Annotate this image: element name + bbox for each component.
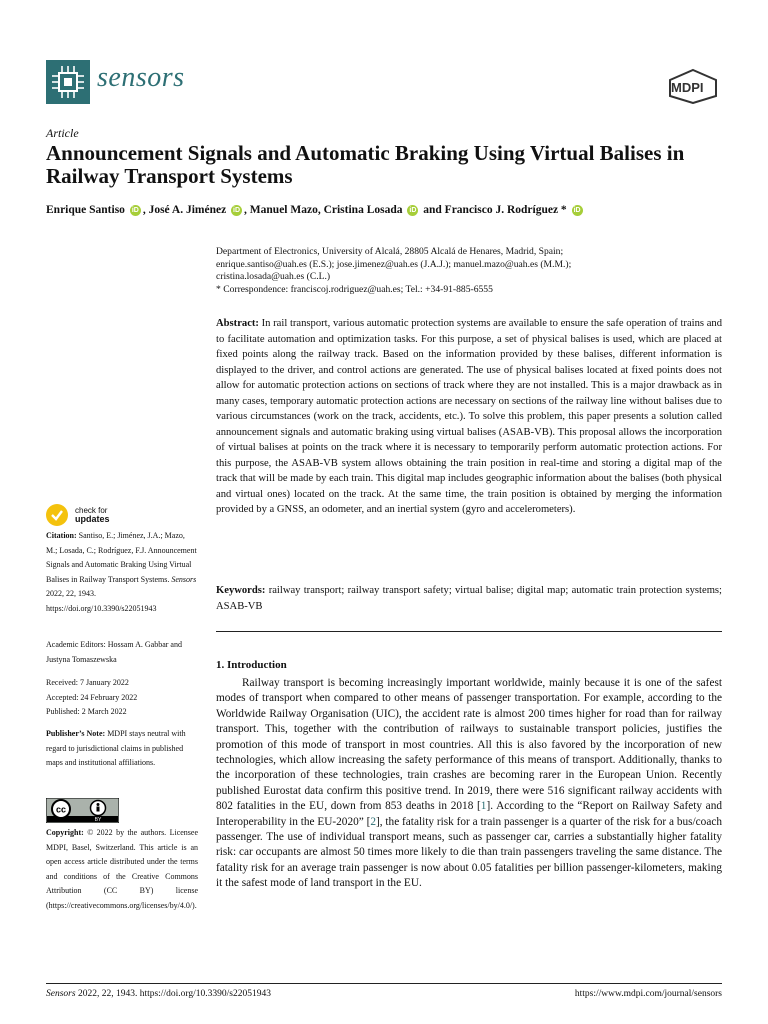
paragraph	[216, 676, 722, 892]
affiliation-emails[interactable]: enrique.santiso@uah.es (E.S.); jose.jimenez@uah.es (J.A.J.); manuel.mazo@uah.es (M.M.);	[216, 258, 572, 270]
footer-citation	[46, 989, 271, 999]
cc-text: cc	[55, 804, 67, 815]
copyright-label: Copyright:	[46, 828, 84, 837]
orcid-icon[interactable]: iD	[409, 206, 417, 214]
received-date: Received: 7 January 2022	[46, 678, 129, 687]
intro-text: Railway transport is becoming increasingly important worldwide, mainly because it is one of the safest modes of transport when compared to other means of passenger transportation. For example, according to the Worldwide Railway Organisation (UIC), the accident rate is almost 200 times higher for road than for railway transport. This, together with the contribution of railways to sustainable transport policies, justifies the promotion of this mode of transport in most countries. All this is also favored by the incorporation of new technologies, which allow increasing the safety performance of this means of transport. Additionally, thanks to the incorporation of these technologies, train crashes are becoming rarer in the European Union. Recently published Eurostat data confirm this positive trend. In 2019, there were 516 significant railway accidents with 802 fatalities in the EU, down from 853 deaths in 2018 [	[216, 677, 722, 813]
orcid-icon[interactable]: iD	[131, 206, 139, 214]
check-for-updates-button[interactable]	[46, 504, 110, 526]
author-name[interactable]: Manuel Mazo	[249, 204, 318, 216]
intro-text: ]. According to the “Report on Railway Safety and Interoperability in the EU-2020” [	[216, 800, 722, 828]
footer-journal: Sensors	[46, 989, 76, 999]
copyright-text: © 2022 by the authors. Licensee MDPI, Basel, Switzerland. This article is an open access article distributed under the terms and conditions of the Creative Commons Attribution (CC BY) license (https://creativecommons.org/licenses/by/4.0/).	[46, 828, 199, 910]
dates-block	[46, 676, 198, 720]
author-name[interactable]: Francisco J. Rodríguez *	[444, 204, 567, 216]
orcid-icon[interactable]: iD	[233, 206, 241, 214]
author-name[interactable]: Enrique Santiso	[46, 204, 125, 216]
accepted-date: Accepted: 24 February 2022	[46, 692, 138, 702]
abstract-label: Abstract:	[216, 318, 259, 329]
intro-text: ], the fatality risk for a train passenger is a quarter of the risk for a bus/coach passenger. The use of individual transport means, such as passenger car, carries a substantially higher fatality risk: car occupants are almost 50 times more likely to die than train passengers traveling the same distance. The fatality risk for an average train passenger is now about 0.05 fatalities per billion passenger-kilometers, making it the safest mode of land transport in the EU.	[216, 815, 722, 890]
publisher-name: MDPI	[671, 80, 704, 95]
journal-name: sensors	[97, 62, 185, 93]
citation-label: Citation:	[46, 531, 77, 540]
check-for-updates-label	[75, 506, 110, 524]
footer-doi[interactable]: 2022, 22, 1943. https://doi.org/10.3390/s22051943	[75, 989, 271, 999]
article-title: Announcement Signals and Automatic Braking Using Virtual Balises in Railway Transport Systems	[46, 141, 685, 188]
updates-line: updates	[75, 514, 110, 524]
check-line: check for	[75, 506, 108, 515]
publisher-note-label: Publisher’s Note:	[46, 729, 106, 738]
citation-text: Santiso, E.; Jiménez, J.A.; Mazo, M.; Losada, C.; Rodríguez, F.J. Announcement Signals and Automatic Braking Using Virtual Balises in Railway Transport Systems.	[46, 531, 197, 584]
sensors-chip-logo-icon	[46, 60, 90, 104]
publisher-note	[46, 727, 198, 771]
published-date: Published: 2 March 2022	[46, 707, 127, 716]
by-text: BY	[94, 817, 102, 823]
publisher-note-text: MDPI stays neutral with regard to jurisdictional claims in published maps and institutional affiliations.	[46, 729, 186, 767]
footer-divider	[46, 983, 722, 984]
affiliation-emails[interactable]: cristina.losada@uah.es (C.L.)	[216, 271, 331, 282]
keywords	[216, 583, 722, 614]
abstract	[216, 316, 722, 518]
copyright-notice	[46, 826, 198, 913]
orcid-icon[interactable]: iD	[573, 206, 581, 214]
introduction-body	[216, 676, 722, 892]
affiliations	[216, 246, 726, 296]
academic-editors: Academic Editors: Hossam A. Gabbar and Justyna Tomaszewska	[46, 640, 182, 664]
reference-link[interactable]: 2	[370, 815, 376, 828]
affiliation-line: Department of Electronics, University of Alcalá, 28805 Alcalá de Henares, Madrid, Spain;	[216, 246, 564, 257]
keywords-label: Keywords:	[216, 585, 266, 596]
citation-doi[interactable]: 2022, 22, 1943. https://doi.org/10.3390/s22051943	[46, 589, 157, 613]
author-name[interactable]: José A. Jiménez	[148, 204, 227, 216]
cc-by-license-icon[interactable]	[46, 798, 119, 823]
check-for-updates-icon	[46, 504, 68, 526]
author-list: Enrique Santiso iD , José A. Jiménez iD , Manuel Mazo, Cristina Losada iD and Francisco J. Rodríguez * iD	[46, 204, 581, 216]
footer-journal-url[interactable]: https://www.mdpi.com/journal/sensors	[574, 989, 722, 999]
abstract-text: In rail transport, various automatic protection systems are available to ensure the safe operation of trains and to facilitate automation and optimization tasks. For this purpose, a set of physical balises is used, which are placed at fixed points along the railway track. Based on the information provided by these balises, different information is displayed to the driver, and control actions are generated. The use of physical balises located at fixed points does not allow for automatic protection actions on sections of track where they are not installed. This is a major drawback as in many cases, temporary automatic protection actions are necessary on sections of the railway line without balises due to various circumstances (work on the track, accidents, etc.). To solve this problem, this paper presents a solution called announcement signals and automatic braking using virtual balises (ASAB-VB). This proposal allows the incorporation of virtual balises at points on the track where it is necessary to temporarily perform automatic protection actions. For this purpose, the ASAB-VB system allows obtaining the train position in real-time and storing a digital map of the track that will be made by each train. This digital map includes geographic information about the balises (both physical and virtual ones) located on the track. At the same time, the train position is obtained by merging the information provided by a GNSS, an odometer, and an inertial system (gyro and accelerometers).	[216, 318, 722, 515]
citation-block	[46, 529, 198, 616]
citation-journal: Sensors	[171, 574, 197, 584]
section-heading: 1. Introduction	[216, 659, 287, 671]
author-name[interactable]: Cristina Losada	[323, 204, 403, 216]
correspondence-line[interactable]: * Correspondence: franciscoj.rodriguez@uah.es; Tel.: +34-91-885-6555	[216, 283, 493, 295]
article-type: Article	[46, 126, 79, 140]
keywords-text: railway transport; railway transport safety; virtual balise; digital map; automatic train protection systems; ASAB-VB	[216, 585, 722, 612]
divider	[216, 631, 722, 632]
reference-link[interactable]: 1	[480, 800, 487, 813]
